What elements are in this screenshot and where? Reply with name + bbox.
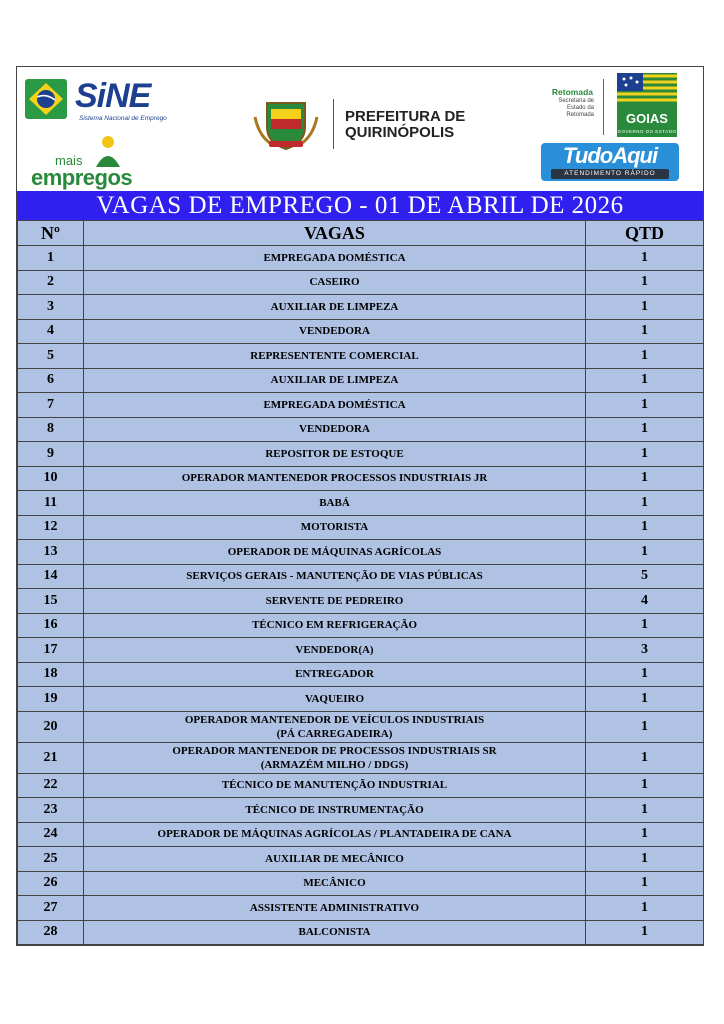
- table-row: [18, 589, 704, 614]
- vacancy-cell: [84, 319, 586, 344]
- table-row: [18, 368, 704, 393]
- table-row: [18, 613, 704, 638]
- vacancy-title: VENDEDORA: [299, 325, 370, 338]
- column-header-quantity: QTD: [586, 221, 704, 246]
- vacancy-title: MECÂNICO: [303, 877, 366, 890]
- vacancy-cell: [84, 466, 586, 491]
- row-number: 22: [18, 773, 84, 798]
- vacancy-cell: [84, 773, 586, 798]
- row-number: 2: [18, 270, 84, 295]
- row-number: 25: [18, 847, 84, 872]
- row-number: 16: [18, 613, 84, 638]
- quantity-cell: 1: [586, 344, 704, 369]
- vacancy-cell: [84, 896, 586, 921]
- vacancy-title: OPERADOR DE MÁQUINAS AGRÍCOLAS: [227, 545, 442, 558]
- table-row: [18, 638, 704, 663]
- row-number: 10: [18, 466, 84, 491]
- vacancy-title: OPERADOR DE MÁQUINAS AGRÍCOLAS / PLANTADEIRA DE CANA: [157, 828, 512, 841]
- table-row: [18, 773, 704, 798]
- vacancy-title: OPERADOR MANTENEDOR PROCESSOS INDUSTRIAIS JR: [181, 472, 488, 485]
- quantity-cell: 1: [586, 613, 704, 638]
- vacancy-cell: [84, 662, 586, 687]
- vacancy-cell: [84, 798, 586, 823]
- vacancy-title: OPERADOR MANTENEDOR DE PROCESSOS INDUSTRIAIS SR: [172, 744, 497, 757]
- vacancy-cell: [84, 847, 586, 872]
- table-row: [18, 662, 704, 687]
- table-row: [18, 798, 704, 823]
- vacancy-cell: [84, 822, 586, 847]
- retomada-sub-line: Retomada: [566, 112, 594, 118]
- vacancy-title: BALCONISTA: [298, 926, 371, 939]
- vacancy-title: AUXILIAR DE LIMPEZA: [270, 300, 399, 313]
- vacancy-title: AUXILIAR DE MECÂNICO: [265, 852, 404, 865]
- quantity-cell: 3: [586, 638, 704, 663]
- retomada-sub-line: Secretaria de: [558, 98, 594, 104]
- city-crest-icon: [253, 97, 319, 151]
- table-row: [18, 711, 704, 742]
- table-row: [18, 295, 704, 320]
- vacancy-cell: [84, 295, 586, 320]
- vacancy-title: VENDEDORA: [299, 423, 370, 436]
- quantity-cell: 1: [586, 540, 704, 565]
- vacancy-title: BABÁ: [319, 496, 350, 509]
- vacancy-title: SERVENTE DE PEDREIRO: [265, 594, 404, 607]
- mais-word: mais: [55, 153, 83, 168]
- table-row: [18, 822, 704, 847]
- vacancy-title: OPERADOR MANTENEDOR DE VEÍCULOS INDUSTRIAIS: [184, 713, 485, 726]
- table-row: [18, 344, 704, 369]
- vacancy-title: ASSISTENTE ADMINISTRATIVO: [249, 901, 420, 914]
- row-number: 27: [18, 896, 84, 921]
- table-row: [18, 742, 704, 773]
- vacancy-cell: [84, 564, 586, 589]
- table-header-row: [18, 221, 704, 246]
- row-number: 17: [18, 638, 84, 663]
- table-row: [18, 687, 704, 712]
- goias-label: GOIAS: [626, 111, 668, 126]
- row-number: 18: [18, 662, 84, 687]
- retomada-sub-line: Estado da: [566, 105, 594, 111]
- prefeitura-line2: QUIRINÓPOLIS: [345, 124, 455, 141]
- vacancy-title: MOTORISTA: [300, 521, 369, 534]
- row-number: 26: [18, 871, 84, 896]
- table-row: [18, 564, 704, 589]
- vacancy-detail: (PÁ CARREGADEIRA): [276, 727, 393, 740]
- vacancy-title: CASEIRO: [309, 276, 360, 289]
- row-number: 12: [18, 515, 84, 540]
- row-number: 21: [18, 742, 84, 773]
- quantity-cell: 1: [586, 319, 704, 344]
- row-number: 9: [18, 442, 84, 467]
- quantity-cell: 1: [586, 847, 704, 872]
- table-row: [18, 270, 704, 295]
- table-body: [18, 246, 704, 945]
- quantity-cell: 1: [586, 920, 704, 945]
- vacancy-cell: [84, 920, 586, 945]
- table-row: [18, 442, 704, 467]
- column-header-vacancy: VAGAS: [84, 221, 586, 246]
- quantity-cell: 1: [586, 662, 704, 687]
- quantity-cell: 1: [586, 270, 704, 295]
- row-number: 19: [18, 687, 84, 712]
- vacancy-title: EMPREGADA DOMÉSTICA: [263, 398, 406, 411]
- vacancy-cell: [84, 417, 586, 442]
- quantity-cell: 1: [586, 368, 704, 393]
- quantity-cell: 1: [586, 871, 704, 896]
- header-logos: [17, 67, 703, 191]
- sine-logo: [25, 77, 175, 127]
- vacancy-cell: [84, 540, 586, 565]
- quantity-cell: 1: [586, 896, 704, 921]
- row-number: 4: [18, 319, 84, 344]
- vacancy-cell: [84, 871, 586, 896]
- row-number: 15: [18, 589, 84, 614]
- table-row: [18, 246, 704, 271]
- quantity-cell: 1: [586, 442, 704, 467]
- divider: [333, 99, 334, 149]
- vacancy-cell: [84, 742, 586, 773]
- vacancy-cell: [84, 442, 586, 467]
- tudo-aqui-name: TudoAqui: [562, 143, 658, 168]
- quantity-cell: 1: [586, 295, 704, 320]
- divider: [603, 79, 604, 135]
- row-number: 7: [18, 393, 84, 418]
- table-row: [18, 847, 704, 872]
- goias-retomada-logo: [537, 73, 697, 137]
- tudo-aqui-logo: [541, 143, 679, 181]
- vacancy-title: EMPREGADA DOMÉSTICA: [263, 251, 406, 264]
- person-icon: [93, 135, 123, 169]
- vacancy-title: SERVIÇOS GERAIS - MANUTENÇÃO DE VIAS PÚBLICAS: [186, 570, 483, 583]
- prefeitura-name: [345, 109, 465, 141]
- quantity-cell: 1: [586, 798, 704, 823]
- row-number: 3: [18, 295, 84, 320]
- table-row: [18, 871, 704, 896]
- column-header-number: Nº: [18, 221, 84, 246]
- table-row: [18, 491, 704, 516]
- sine-name: SiNE: [75, 77, 151, 115]
- vacancy-cell: [84, 638, 586, 663]
- quantity-cell: 1: [586, 466, 704, 491]
- vacancy-title: TÉCNICO EM REFRIGERAÇÃO: [251, 619, 417, 632]
- table-row: [18, 393, 704, 418]
- vacancy-title: VENDEDOR(A): [295, 643, 374, 656]
- retomada-subtitle: [537, 98, 594, 119]
- quantity-cell: 1: [586, 393, 704, 418]
- row-number: 11: [18, 491, 84, 516]
- quantity-cell: 1: [586, 773, 704, 798]
- quantity-cell: 1: [586, 491, 704, 516]
- sine-subtitle: Sistema Nacional de Emprego: [79, 115, 167, 122]
- tudo-aqui-subtitle: ATENDIMENTO RÁPIDO: [564, 170, 656, 177]
- vacancy-title: REPRESENTENTE COMERCIAL: [250, 349, 419, 362]
- vacancy-title: VAQUEIRO: [304, 692, 365, 705]
- quantity-cell: 1: [586, 687, 704, 712]
- table-row: [18, 540, 704, 565]
- vacancy-cell: [84, 344, 586, 369]
- vacancy-cell: [84, 613, 586, 638]
- quantity-cell: 1: [586, 417, 704, 442]
- table-row: [18, 920, 704, 945]
- page-title: VAGAS DE EMPREGO - 01 DE ABRIL DE 2026: [17, 191, 703, 220]
- row-number: 14: [18, 564, 84, 589]
- mais-empregos-logo: [31, 133, 161, 190]
- vacancy-title: REPOSITOR DE ESTOQUE: [265, 447, 404, 460]
- vacancy-cell: [84, 711, 586, 742]
- row-number: 6: [18, 368, 84, 393]
- job-vacancies-table: [17, 220, 704, 945]
- quantity-cell: 4: [586, 589, 704, 614]
- quantity-cell: 5: [586, 564, 704, 589]
- vacancy-cell: [84, 589, 586, 614]
- row-number: 13: [18, 540, 84, 565]
- vacancy-cell: [84, 270, 586, 295]
- vacancy-title: AUXILIAR DE LIMPEZA: [270, 374, 399, 387]
- table-row: [18, 466, 704, 491]
- vacancy-cell: [84, 368, 586, 393]
- quantity-cell: 1: [586, 246, 704, 271]
- prefeitura-logo: [253, 97, 493, 153]
- vacancy-title: TÉCNICO DE MANUTENÇÃO INDUSTRIAL: [221, 779, 448, 792]
- row-number: 1: [18, 246, 84, 271]
- job-list-sheet: [16, 66, 704, 946]
- vacancy-cell: [84, 687, 586, 712]
- brazil-flag-icon: [25, 79, 67, 119]
- vacancy-cell: [84, 246, 586, 271]
- quantity-cell: 1: [586, 515, 704, 540]
- table-row: [18, 319, 704, 344]
- row-number: 23: [18, 798, 84, 823]
- row-number: 28: [18, 920, 84, 945]
- quantity-cell: 1: [586, 822, 704, 847]
- table-row: [18, 515, 704, 540]
- quantity-cell: 1: [586, 711, 704, 742]
- table-row: [18, 417, 704, 442]
- vacancy-title: TÉCNICO DE INSTRUMENTAÇÃO: [245, 803, 424, 816]
- table-row: [18, 896, 704, 921]
- vacancy-cell: [84, 491, 586, 516]
- empregos-word: empregos: [31, 165, 133, 190]
- row-number: 24: [18, 822, 84, 847]
- goias-government-label: GOVERNO DO ESTADO: [617, 129, 677, 134]
- row-number: 5: [18, 344, 84, 369]
- row-number: 8: [18, 417, 84, 442]
- goias-flag-icon: [617, 73, 677, 137]
- quantity-cell: 1: [586, 742, 704, 773]
- vacancy-cell: [84, 515, 586, 540]
- vacancy-detail: (ARMAZÉM MILHO / DDGS): [260, 758, 409, 771]
- vacancy-cell: [84, 393, 586, 418]
- prefeitura-line1: PREFEITURA DE: [345, 108, 466, 125]
- retomada-title: Retomada: [551, 87, 593, 97]
- row-number: 20: [18, 711, 84, 742]
- vacancy-title: ENTREGADOR: [295, 668, 374, 681]
